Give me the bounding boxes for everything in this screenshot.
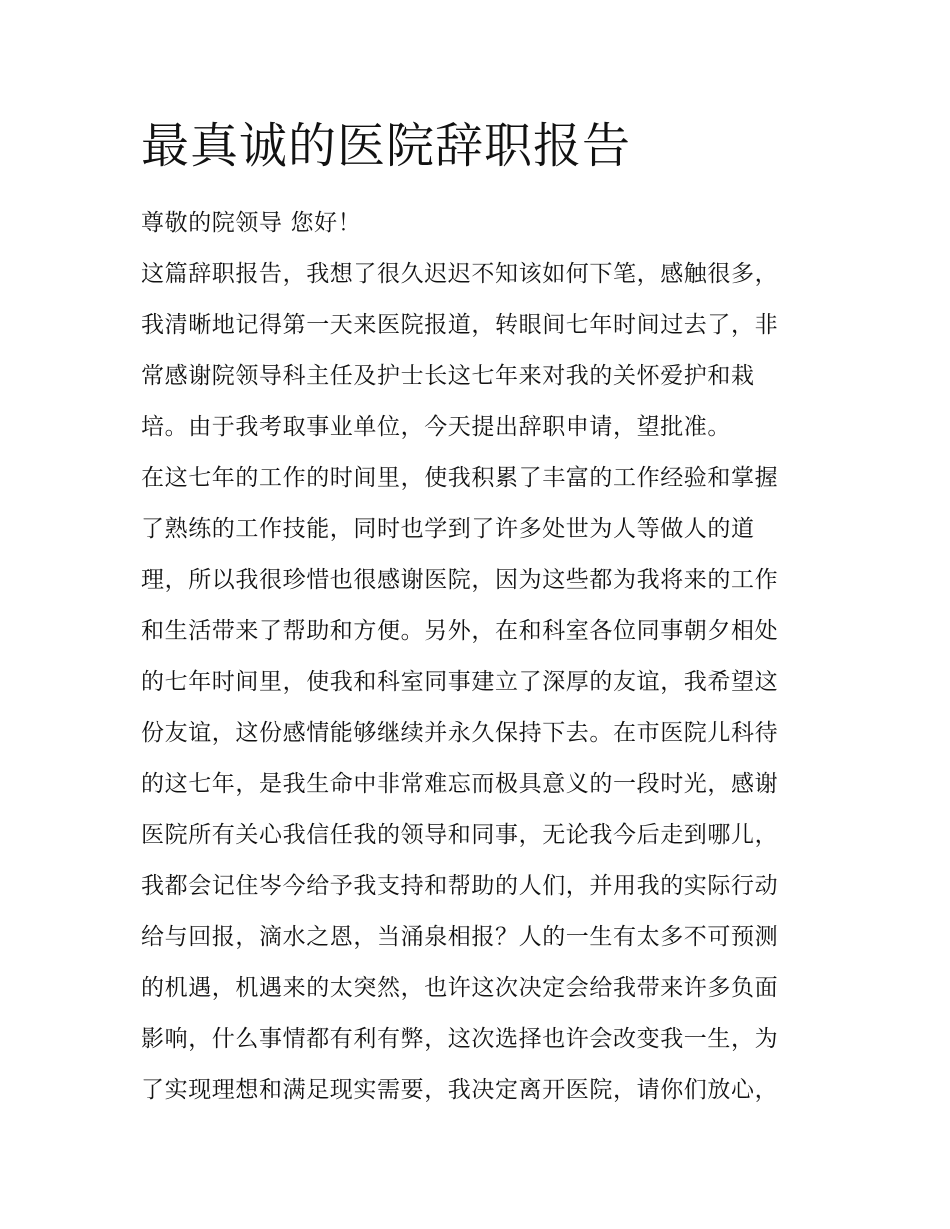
document-title: 最真诚的医院辞职报告 xyxy=(141,118,632,174)
body-line: 了熟练的工作技能，同时也学到了许多处世为人等做人的道 xyxy=(141,516,755,542)
body-line: 影响，什么事情都有利有弊，这次选择也许会改变我一生，为 xyxy=(141,1026,779,1052)
body-line: 的这七年，是我生命中非常难忘而极具意义的一段时光，感谢 xyxy=(141,771,779,797)
body-line: 常感谢院领导科主任及护士长这七年来对我的关怀爱护和栽 xyxy=(141,363,755,389)
salutation-line: 尊敬的院领导 您好！ xyxy=(141,210,362,236)
body-line: 给与回报，滴水之恩，当涌泉相报？人的一生有太多不可预测 xyxy=(141,924,779,950)
body-line: 我清晰地记得第一天来医院报道，转眼间七年时间过去了，非 xyxy=(141,312,779,338)
body-line: 的机遇，机遇来的太突然，也许这次决定会给我带来许多负面 xyxy=(141,975,779,1001)
body-line: 和生活带来了帮助和方便。另外，在和科室各位同事朝夕相处 xyxy=(141,618,779,644)
body-line: 培。由于我考取事业单位，今天提出辞职申请，望批准。 xyxy=(141,414,731,440)
body-line: 份友谊，这份感情能够继续并永久保持下去。在市医院儿科待 xyxy=(141,720,779,746)
body-line: 了实现理想和满足现实需要，我决定离开医院，请你们放心， xyxy=(141,1077,779,1103)
body-line: 理，所以我很珍惜也很感谢医院，因为这些都为我将来的工作 xyxy=(141,567,779,593)
body-line: 的七年时间里，使我和科室同事建立了深厚的友谊，我希望这 xyxy=(141,669,779,695)
body-line: 医院所有关心我信任我的领导和同事，无论我今后走到哪儿， xyxy=(141,822,779,848)
document-body xyxy=(141,198,821,1116)
body-line: 在这七年的工作的时间里，使我积累了丰富的工作经验和掌握 xyxy=(141,465,779,491)
body-line: 这篇辞职报告，我想了很久迟迟不知该如何下笔，感触很多， xyxy=(141,261,779,287)
body-line: 我都会记住岑今给予我支持和帮助的人们，并用我的实际行动 xyxy=(141,873,779,899)
